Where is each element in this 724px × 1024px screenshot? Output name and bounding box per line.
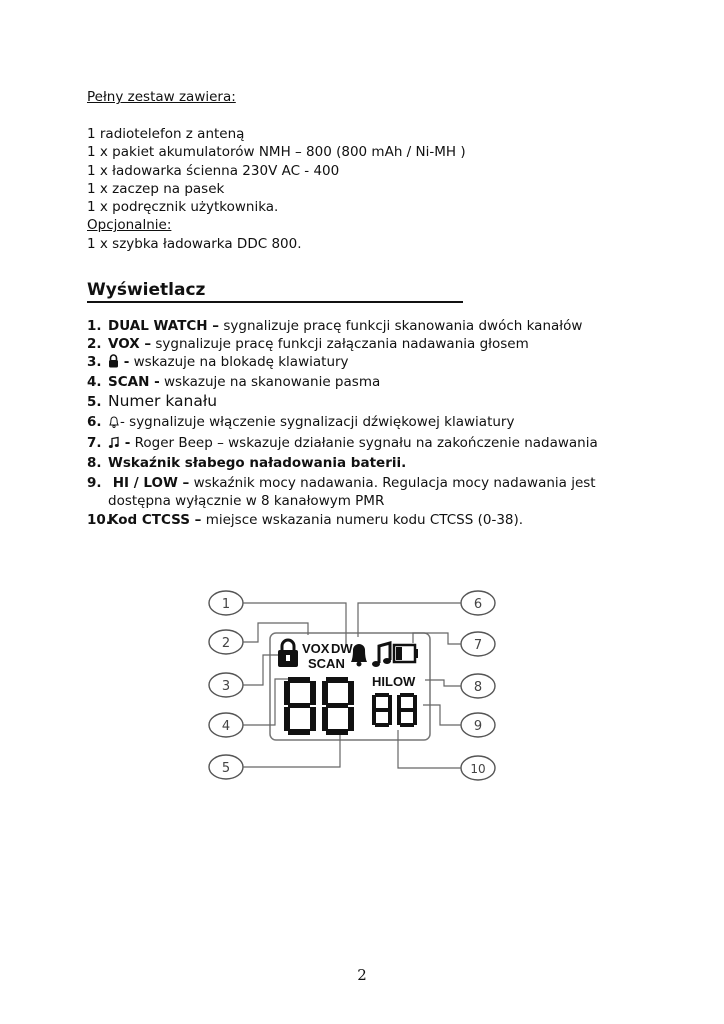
legend-item-7 — [87, 435, 598, 453]
lcd-diagram — [200, 585, 500, 794]
callout-5 — [209, 755, 243, 779]
lcd-dw-label: DW — [331, 641, 353, 656]
legend-item-4 — [87, 374, 380, 390]
music-note-icon — [108, 436, 120, 453]
callout-label: 2 — [221, 636, 231, 651]
callout-label: 9 — [473, 719, 483, 734]
legend-label: SCAN - — [108, 374, 160, 390]
callout-9 — [461, 713, 495, 737]
legend-label: VOX – — [108, 336, 152, 352]
kit-item: 1 radiotelefon z anteną — [87, 126, 245, 142]
lock-icon — [108, 354, 119, 372]
callout-label: 4 — [221, 719, 231, 734]
legend-item-2 — [87, 336, 529, 352]
optional-label: Opcjonalnie: — [87, 217, 172, 234]
callout-label: 10 — [470, 762, 486, 776]
callout-8 — [461, 674, 495, 698]
callout-3 — [209, 673, 243, 697]
legend-item-10 — [87, 512, 523, 528]
legend-number: 1. — [87, 318, 102, 334]
legend-label: Wskaźnik słabego naładowania baterii. — [108, 455, 407, 471]
legend-number: 2. — [87, 336, 102, 352]
legend-text: miejsce wskazania numeru kodu CTCSS (0-38). — [201, 512, 524, 528]
legend-item-3 — [87, 354, 349, 372]
legend-number: 8. — [87, 455, 102, 471]
legend-item-9-continuation: dostępna wyłącznie w 8 kanałowym PMR — [108, 493, 385, 509]
callout-label: 1 — [221, 597, 231, 612]
section-heading: Wyświetlacz — [87, 280, 463, 303]
page-number: 2 — [357, 966, 367, 984]
kit-list — [87, 125, 466, 253]
legend-text: sygnalizuje pracę funkcji załączania nadawania głosem — [151, 336, 529, 352]
legend-item-1 — [87, 318, 582, 334]
callout-label: 8 — [473, 680, 483, 695]
legend-number: 6. — [87, 414, 102, 430]
lcd-scan-label: SCAN — [308, 656, 345, 671]
kit-title: Pełny zestaw zawiera: — [87, 89, 236, 105]
kit-item: 1 x pakiet akumulatorów NMH – 800 (800 mAh / Ni-MH ) — [87, 144, 466, 161]
lcd-diagram-svg — [200, 585, 500, 790]
legend-number: 7. — [87, 435, 102, 451]
callout-label: 7 — [473, 638, 483, 653]
legend-label: DUAL WATCH – — [108, 318, 220, 334]
legend-item-6 — [87, 414, 514, 432]
bell-icon — [108, 415, 120, 432]
kit-item: 1 x zaczep na pasek — [87, 180, 225, 197]
callout-7 — [461, 632, 495, 656]
legend-item-9 — [87, 475, 596, 491]
legend-text: - sygnalizuje włączenie sygnalizacji dźwiękowej klawiatury — [120, 414, 515, 430]
kit-item: 1 x ładowarka ścienna 230V AC - 400 — [87, 162, 340, 179]
kit-item: 1 x podręcznik użytkownika. — [87, 199, 279, 216]
callout-10 — [461, 756, 495, 780]
legend-label: - — [119, 354, 130, 370]
legend-number: 9. — [87, 475, 102, 491]
lcd-battery-icon — [394, 645, 418, 662]
legend-text: wskaźnik mocy nadawania. Regulacja mocy nadawania jest — [189, 475, 596, 491]
callout-label: 5 — [221, 761, 231, 776]
optional-item: 1 x szybka ładowarka DDC 800. — [87, 235, 302, 252]
callout-4 — [209, 713, 243, 737]
legend-text: Numer kanału — [108, 392, 218, 410]
legend-number: 3. — [87, 354, 102, 370]
callout-1 — [209, 591, 243, 615]
callout-label: 3 — [221, 679, 231, 694]
legend-label: HI / LOW – — [108, 475, 190, 491]
legend-text: wskazuje na blokadę klawiatury — [129, 354, 349, 370]
legend-number: 5. — [87, 394, 102, 410]
callout-label: 6 — [473, 597, 483, 612]
legend-label: Kod CTCSS – — [108, 512, 202, 528]
legend-item-5 — [87, 392, 217, 410]
lcd-hilow-label: HILOW — [372, 674, 416, 689]
legend-text: sygnalizuje pracę funkcji skanowania dwóch kanałów — [219, 318, 583, 334]
legend-text: wskazuje na skanowanie pasma — [159, 374, 381, 390]
callout-2 — [209, 630, 243, 654]
legend-number: 10. — [87, 512, 111, 528]
legend-item-8 — [87, 455, 406, 471]
lcd-vox-label: VOX — [302, 641, 330, 656]
legend-number: 4. — [87, 374, 102, 390]
legend-text: Roger Beep – wskazuje działanie sygnału na zakończenie nadawania — [130, 435, 598, 451]
legend-label: - — [120, 435, 131, 451]
callout-6 — [461, 591, 495, 615]
